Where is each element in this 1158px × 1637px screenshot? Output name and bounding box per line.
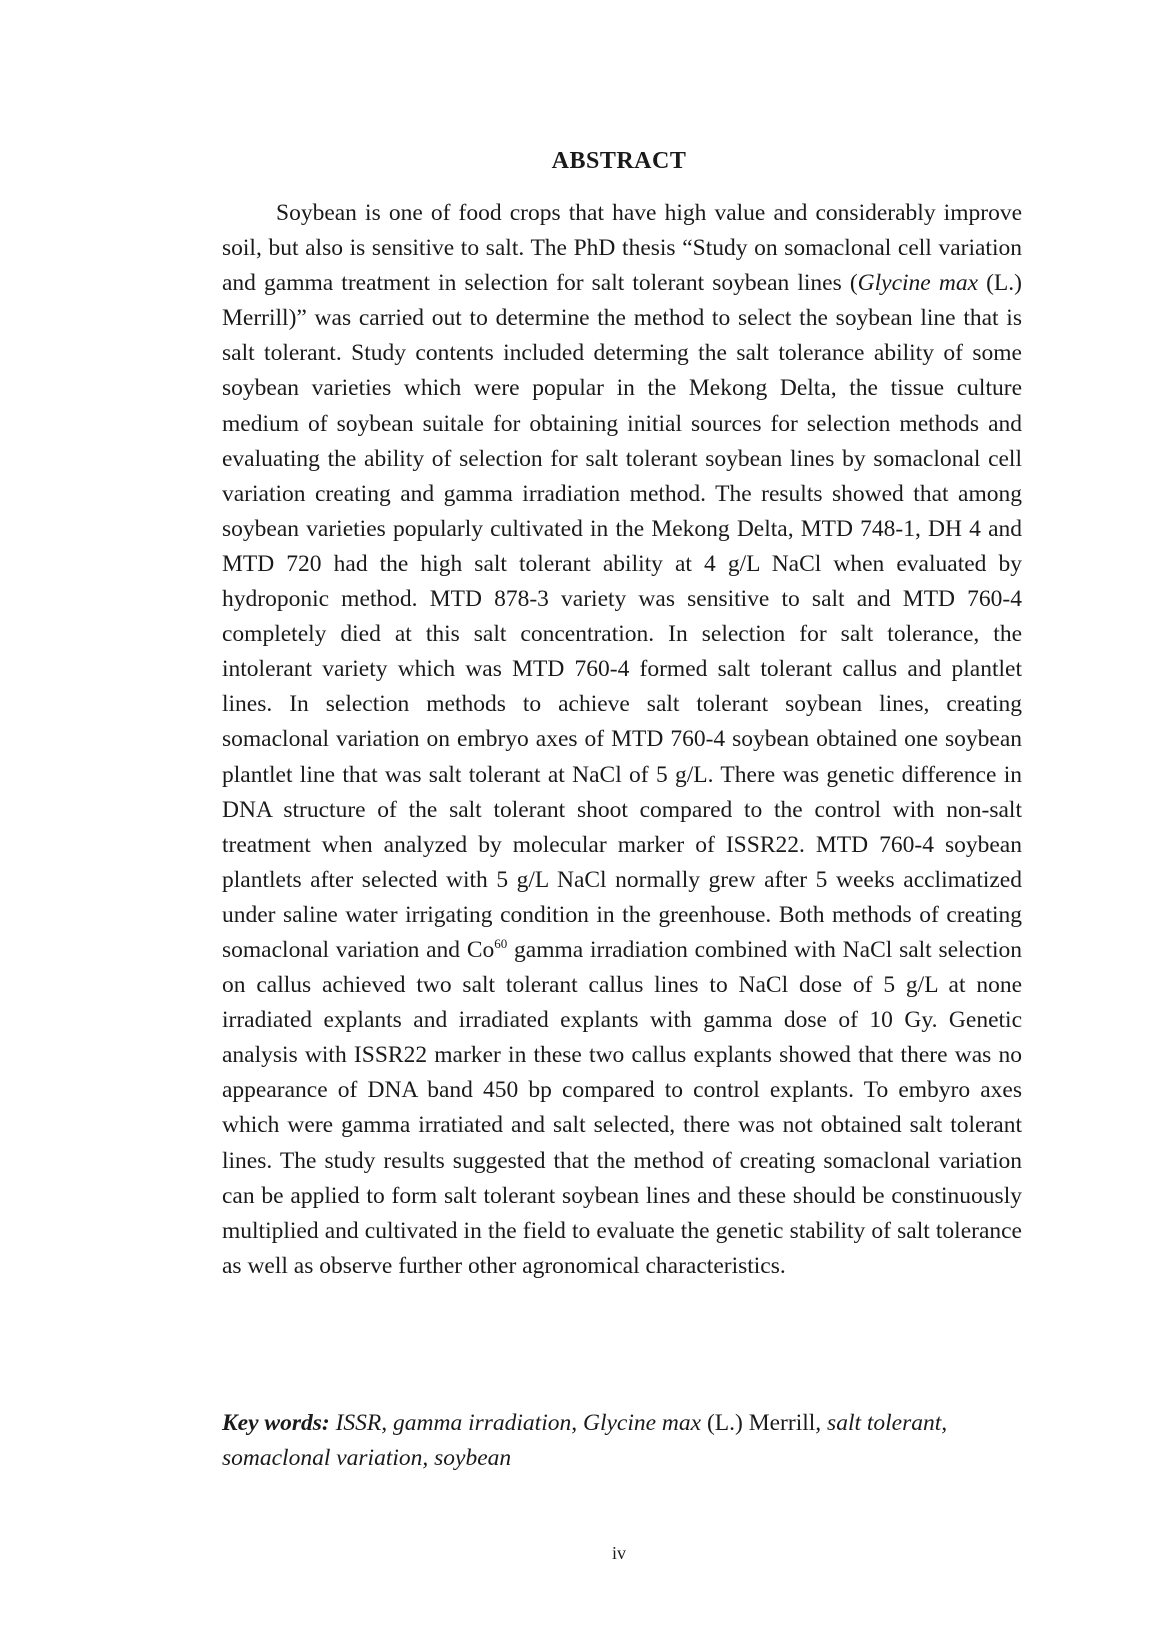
keywords-part1: ISSR, gamma irradiation, Glycine max: [329, 1410, 702, 1436]
keywords-part3: , salt tolerant, somaclonal variation, soybean: [222, 1410, 948, 1471]
page-number: iv: [611, 1543, 626, 1563]
species-name: Glycine max: [857, 270, 978, 297]
page-title: ABSTRACT: [551, 148, 687, 174]
abstract-paragraph: [222, 196, 1022, 1284]
abstract-text-part2: (L.) Merrill)” was carried out to determine the method to select the soybean line that is salt tolerant. Study contents included determing the salt tolerance ability of some soybean varieties which were popular in the Mekong Delta, the tissue culture medium of soybean suitale for obtaining initial sources for selection methods and evaluating the ability of selection for salt tolerant soybean lines by somaclonal cell variation creating and gamma irradiation method. The results showed that among soybean varieties popularly cultivated in the Mekong Delta, MTD 748-1, DH 4 and MTD 720 had the high salt tolerant ability at 4 g/L NaCl when evaluated by hydroponic method. MTD 878-3 variety was sensitive to salt and MTD 760-4 completely died at this salt concentration. In selection for salt tolerance, the intolerant variety which was MTD 760-4 formed salt tolerant callus and plantlet lines. In selection methods to achieve salt tolerant soybean lines, creating somaclonal variation on embryo axes of MTD 760-4 soybean obtained one soybean plantlet line that was salt tolerant at NaCl of 5 g/L. There was genetic difference in DNA structure of the salt tolerant shoot compared to the control with non-salt treatment when analyzed by molecular marker of ISSR22. MTD 760-4 soybean plantlets after selected with 5 g/L NaCl normally grew after 5 weeks acclimatized under saline water irrigating condition in the greenhouse. Both methods of creating somaclonal variation and Co: [222, 270, 1022, 963]
abstract-text-part3: gamma irradiation combined with NaCl salt selection on callus achieved two salt tolerant callus lines to NaCl dose of 5 g/L at none irradiated explants and irradiated explants with gamma dose of 10 Gy. Genetic analysis with ISSR22 marker in these two callus explants showed that there was no appearance of DNA band 450 bp compared to control explants. To embyro axes which were gamma irratiated and salt selected, there was not obtained salt tolerant lines. The study results suggested that the method of creating somaclonal variation can be applied to form salt tolerant soybean lines and these should be constinuously multiplied and cultivated in the field to evaluate the genetic stability of salt tolerance as well as observe further other agronomical characteristics.: [222, 936, 1023, 1279]
keywords-line: [222, 1406, 1022, 1476]
isotope-superscript: 60: [494, 935, 508, 951]
keywords-part2: (L.) Merrill: [701, 1410, 816, 1436]
abstract-text-part1: Soybean is one of food crops that have high value and considerably improve soil, but also is sensitive to salt. The PhD thesis “Study on somaclonal cell variation and gamma treatment in selection for salt tolerant soybean lines (: [222, 200, 1022, 297]
keywords-label: Key words:: [222, 1410, 330, 1436]
